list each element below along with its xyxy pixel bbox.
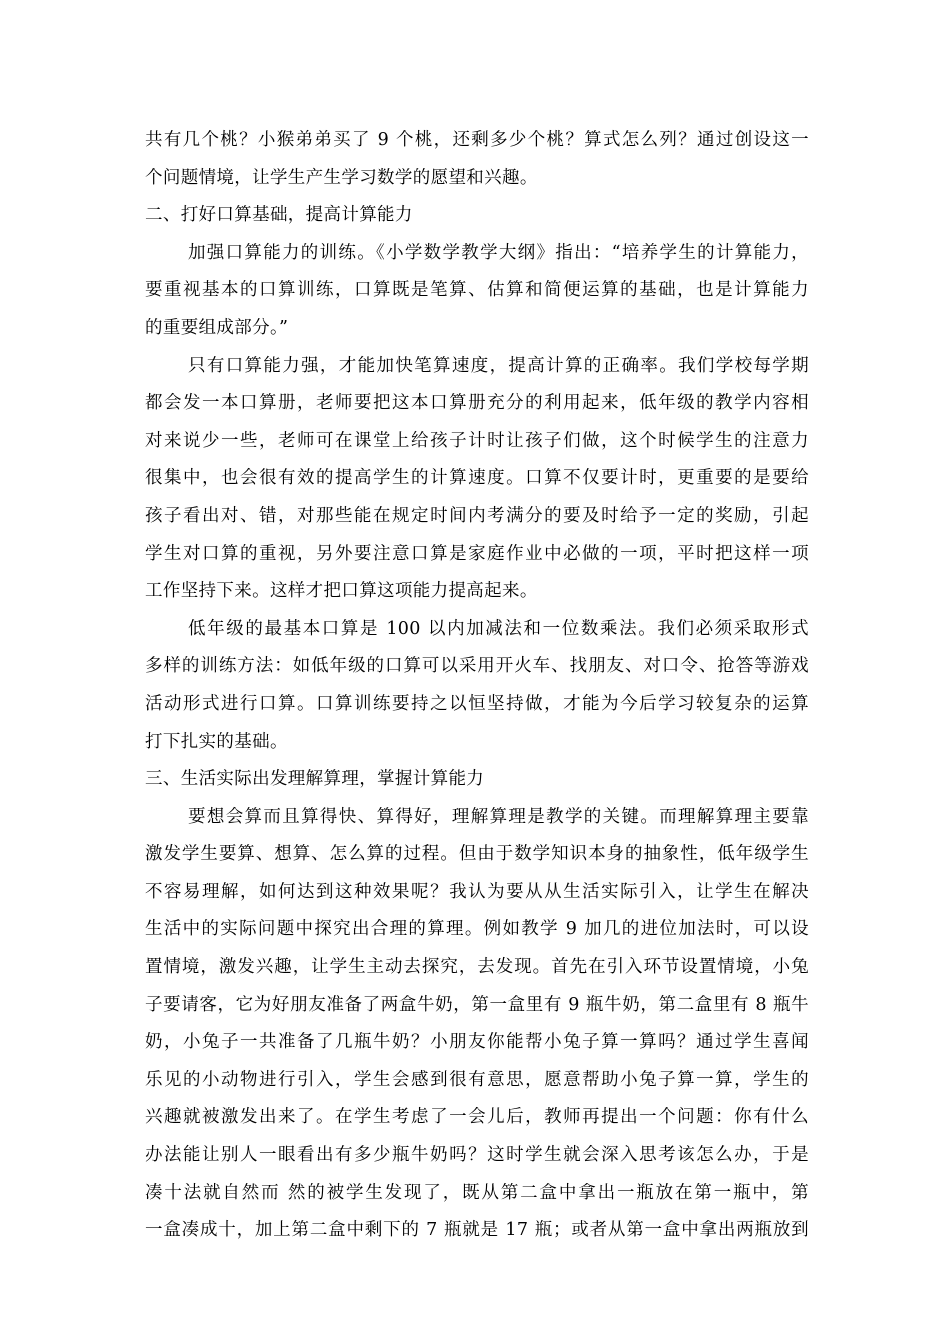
text-line: 办法能让别人一眼看出有多少瓶牛奶吗？这时学生就会深入思考该怎么办，于是: [145, 1145, 809, 1166]
text-line: 的重要组成部分。”: [145, 317, 289, 338]
text-line: 生活中的实际问题中探究出合理的算理。例如教学 9 加几的进位加法时，可以设: [145, 919, 809, 940]
text-line: 很集中，也会很有效的提高学生的计算速度。口算不仅要计时，更重要的是要给: [145, 468, 809, 489]
text-line: 子要请客，它为好朋友准备了两盒牛奶，第一盒里有 9 瓶牛奶，第二盒里有 8 瓶牛: [145, 994, 809, 1015]
text-line: 学生对口算的重视，另外要注意口算是家庭作业中必做的一项，平时把这样一项: [145, 543, 809, 564]
text-line: 低年级的最基本口算是 100 以内加减法和一位数乘法。我们必须采取形式: [188, 618, 809, 639]
text-line: 一盒凑成十，加上第二盒中剩下的 7 瓶就是 17 瓶；或者从第一盒中拿出两瓶放到: [145, 1220, 809, 1241]
text-line: 共有几个桃？小猴弟弟买了 9 个桃，还剩多少个桃？算式怎么列？通过创设这一: [145, 130, 809, 150]
text-line: 对来说少一些，老师可在课堂上给孩子计时让孩子们做，这个时候学生的注意力: [145, 430, 809, 451]
text-line: 激发学生要算、想算、怎么算的过程。但由于数学知识本身的抽象性，低年级学生: [145, 844, 809, 865]
text-line: 加强口算能力的训练。《小学数学教学大纲》指出：“培养学生的计算能力，: [188, 242, 809, 263]
text-line: 只有口算能力强，才能加快笔算速度，提高计算的正确率。我们学校每学期: [188, 355, 809, 376]
paragraph-basic-oral: [145, 611, 809, 761]
text-line: 个问题情境，让学生产生学习数学的愿望和兴趣。: [145, 167, 538, 188]
text-line: 奶，小兔子一共准备了几瓶牛奶？小朋友你能帮小兔子算一算吗？通过学生喜闻: [145, 1032, 809, 1053]
text-line: 不容易理解，如何达到这种效果呢？我认为要从从生活实际引入，让学生在解决: [145, 881, 809, 902]
text-line: 都会发一本口算册，老师要把这本口算册充分的利用起来，低年级的教学内容相: [145, 393, 809, 414]
text-line: 乐见的小动物进行引入，学生会感到很有意思，愿意帮助小兔子算一算，学生的: [145, 1069, 809, 1090]
text-line: 打下扎实的基础。: [145, 731, 288, 752]
text-line: 要想会算而且算得快、算得好，理解算理是教学的关键。而理解算理主要靠: [188, 806, 809, 827]
text-line: 活动形式进行口算。口算训练要持之以恒坚持做，才能为今后学习较复杂的运算: [145, 693, 809, 714]
heading-text: 二、打好口算基础，提高计算能力: [145, 205, 413, 226]
text-line: 要重视基本的口算训练，口算既是笔算、估算和简便运算的基础，也是计算能力: [145, 280, 809, 301]
text-line: 工作坚持下来。这样才把口算这项能力提高起来。: [145, 581, 538, 602]
heading-text: 三、生活实际出发理解算理，掌握计算能力: [145, 769, 485, 790]
text-line: 凑十法就自然而 然的被学生发现了，既从第二盒中拿出一瓶放在第一瓶中，第: [145, 1182, 809, 1203]
paragraph-continued-intro: [145, 122, 809, 197]
paragraph-understanding-arithmetic: [145, 799, 809, 1250]
section-heading-2: [145, 197, 809, 235]
paragraph-oral-training: [145, 235, 809, 348]
paragraph-oral-ability: [145, 348, 809, 611]
document-body: [145, 122, 809, 1250]
text-line: 兴趣就被激发出来了。在学生考虑了一会儿后，教师再提出一个问题：你有什么: [145, 1107, 809, 1128]
text-line: 孩子看出对、错，对那些能在规定时间内考满分的要及时给予一定的奖励，引起: [145, 505, 809, 526]
section-heading-3: [145, 761, 809, 799]
text-line: 多样的训练方法：如低年级的口算可以采用开火车、找朋友、对口令、抢答等游戏: [145, 656, 809, 677]
text-line: 置情境，激发兴趣，让学生主动去探究，去发现。首先在引入环节设置情境，小兔: [145, 957, 809, 978]
